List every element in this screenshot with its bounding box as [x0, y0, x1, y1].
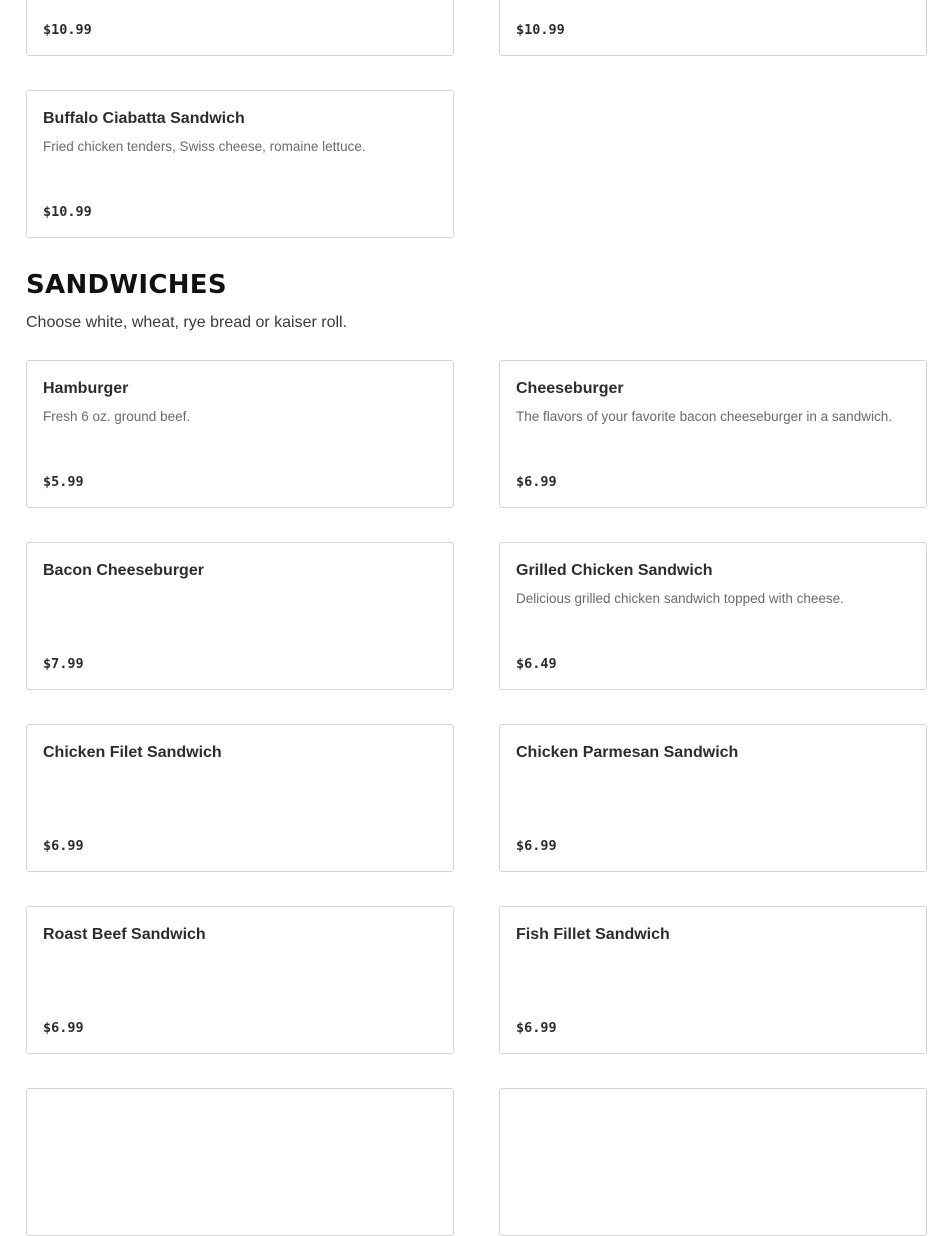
menu-item-card[interactable] — [26, 906, 454, 1054]
menu-item-card[interactable] — [499, 360, 927, 508]
item-price: $6.49 — [516, 656, 557, 672]
item-name: Chicken Filet Sandwich — [43, 744, 222, 761]
item-name: Fish Fillet Sandwich — [516, 926, 670, 943]
item-name: Grilled Chicken Sandwich — [516, 562, 713, 579]
item-description: The flavors of your favorite bacon cheeseburger in a sandwich. — [516, 409, 892, 424]
item-description: Fresh 6 oz. ground beef. — [43, 409, 191, 424]
item-name: Buffalo Ciabatta Sandwich — [43, 110, 245, 127]
section-title: SANDWICHES — [26, 270, 227, 300]
item-name: Roast Beef Sandwich — [43, 926, 206, 943]
menu-item-card[interactable] — [499, 0, 927, 56]
item-name: Bacon Cheeseburger — [43, 562, 204, 579]
item-name: Chicken Parmesan Sandwich — [516, 744, 739, 761]
menu-item-card[interactable] — [499, 724, 927, 872]
item-price: $7.99 — [43, 656, 84, 672]
item-price: $6.99 — [43, 838, 84, 854]
item-price: $6.99 — [516, 474, 557, 490]
item-price: $6.99 — [43, 1020, 84, 1036]
menu-item-card[interactable] — [26, 360, 454, 508]
item-price: $10.99 — [43, 22, 92, 38]
item-price: $10.99 — [43, 204, 92, 220]
menu-item-card[interactable] — [499, 906, 927, 1054]
menu-item-card[interactable] — [26, 542, 454, 690]
menu-item-card[interactable] — [26, 90, 454, 238]
menu-item-card[interactable] — [26, 724, 454, 872]
menu-item-card[interactable] — [499, 1088, 927, 1236]
item-price: $5.99 — [43, 474, 84, 490]
menu-item-card[interactable] — [26, 1088, 454, 1236]
item-description: Delicious grilled chicken sandwich topped with cheese. — [516, 591, 844, 606]
item-name: Cheeseburger — [516, 380, 624, 397]
menu-item-card[interactable] — [26, 0, 454, 56]
item-description: Fried chicken tenders, Swiss cheese, romaine lettuce. — [43, 139, 366, 154]
item-price: $6.99 — [516, 1020, 557, 1036]
section-subtitle: Choose white, wheat, rye bread or kaiser roll. — [26, 314, 348, 331]
menu-item-card[interactable] — [499, 542, 927, 690]
item-name: Hamburger — [43, 380, 129, 397]
item-price: $6.99 — [516, 838, 557, 854]
item-price: $10.99 — [516, 22, 565, 38]
